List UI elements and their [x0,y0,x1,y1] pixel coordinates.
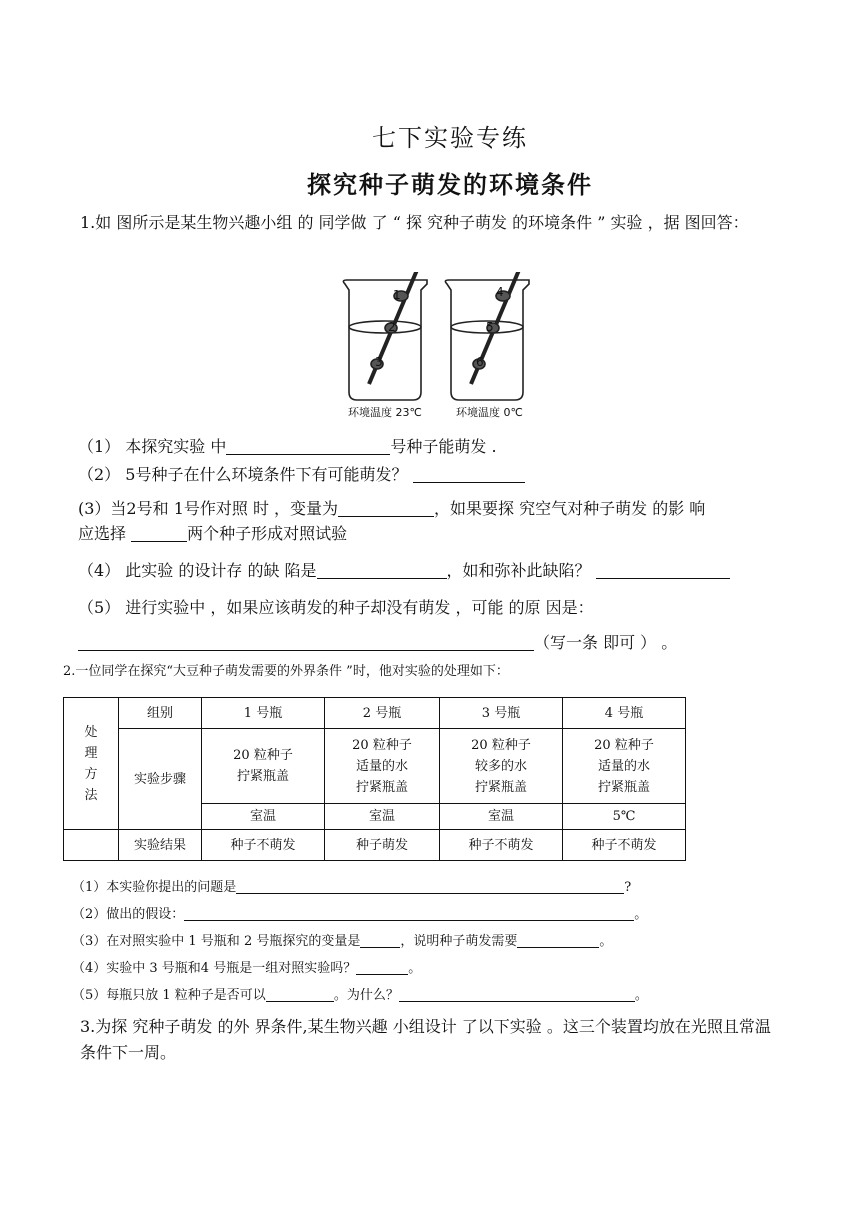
treatment-method-label: 处 理 方 法 [64,698,119,830]
seed-label-4: 4 [496,285,504,299]
answer-blank[interactable] [399,988,635,1002]
question-3-text: 3.为探 究种子萌发 的外 界条件,某生物兴趣 小组设计 了以下实验 。这三个装置均放在光照且常温条件下一周。 [80,1017,771,1062]
header-group-label: 组别 [119,698,202,729]
header-bottle: 2 号瓶 [325,698,440,729]
temp-cell: 室温 [202,804,325,830]
section-title: 探究种子萌发的环境条件 [307,171,593,199]
header-bottle: 1 号瓶 [202,698,325,729]
result-cell: 种子不萌发 [563,830,686,861]
empty-cell [64,830,119,861]
steps-label: 实验步骤 [119,729,202,830]
q2-sub1: （1）本实验你提出的问题是 ? [72,880,632,895]
seed-label-6: 6 [476,355,484,369]
q1-sub3-line2: 应选择 两个种子形成对照试验 [78,524,348,543]
answer-blank[interactable] [184,907,634,921]
q2-sub2: （2）做出的假设： 。 [72,907,648,922]
header-bottle: 4 号瓶 [563,698,686,729]
q1-sub1: （1） 本探究实验 中 号种子能萌发 . [78,437,497,456]
steps-cell: 20 粒种子 适量的水 拧紧瓶盖 [563,729,686,804]
result-cell: 种子萌发 [325,830,440,861]
answer-blank[interactable] [338,500,434,517]
q1-sub5: （5） 进行实验中 ，如果应该萌发的种子却没有萌发 ，可能 的原 因是： [78,598,594,617]
right-beaker-caption: 环境温度 0℃ [456,406,523,419]
page-title: 七下实验专练 [372,124,528,152]
beaker-figure [335,272,545,422]
answer-blank[interactable] [226,438,390,455]
left-beaker-caption: 环境温度 23℃ [348,406,422,419]
steps-cell: 20 粒种子 拧紧瓶盖 [202,729,325,804]
q1-sub2: （2） 5号种子在什么环境条件下有可能萌发？ [78,462,525,485]
q1-sub3: (3）当2号和 1号作对照 时 ，变量为 ，如果要探 究空气对种子萌发 的影 响 [78,499,706,518]
result-cell: 种子不萌发 [440,830,563,861]
question-2-intro: 2.一位同学在探究“大豆种子萌发需要的外界条件 ”时，他对实验的处理如下： [63,664,509,679]
answer-blank[interactable] [236,880,624,894]
seed-label-5: 5 [486,320,494,334]
answer-blank[interactable] [413,466,525,483]
result-cell: 种子不萌发 [202,830,325,861]
answer-blank[interactable] [596,562,730,579]
seed-label-3: 3 [375,355,383,369]
answer-blank[interactable] [360,934,400,948]
answer-blank[interactable] [356,961,408,975]
answer-blank[interactable] [131,525,187,542]
q2-sub5: （5）每瓶只放 1 粒种子是否可以 。为什么？ 。 [72,988,648,1003]
temp-cell: 5℃ [563,804,686,830]
steps-cell: 20 粒种子 适量的水 拧紧瓶盖 [325,729,440,804]
steps-cell: 20 粒种子 较多的水 拧紧瓶盖 [440,729,563,804]
seed-label-2: 2 [388,320,396,334]
seed-label-1: 1 [393,288,401,302]
q1-sub5-line2: （写一条 即可 ） 。 [78,630,677,653]
q1-sub4: （4） 此实验 的设计存 的缺 陷是 ，如和弥补此缺陷？ [78,558,730,581]
answer-blank[interactable] [266,988,334,1002]
header-bottle: 3 号瓶 [440,698,563,729]
answer-blank[interactable] [317,562,447,579]
temp-cell: 室温 [440,804,563,830]
q2-sub4: （4）实验中 3 号瓶和4 号瓶是一组对照实验吗？ 。 [72,961,422,976]
q2-sub3: （3）在对照实验中 1 号瓶和 2 号瓶探究的变量是 ，说明种子萌发需要 。 [72,934,613,949]
answer-blank[interactable] [78,634,534,651]
result-label: 实验结果 [119,830,202,861]
question-1-intro: 1.如 图所示是某生物兴趣小组 的 同学做 了 “ 探 究种子萌发 的环境条件 ” 实验 ，据 图回答： [80,213,749,232]
answer-blank[interactable] [517,934,599,948]
temp-cell: 室温 [325,804,440,830]
experiment-table [63,697,686,861]
